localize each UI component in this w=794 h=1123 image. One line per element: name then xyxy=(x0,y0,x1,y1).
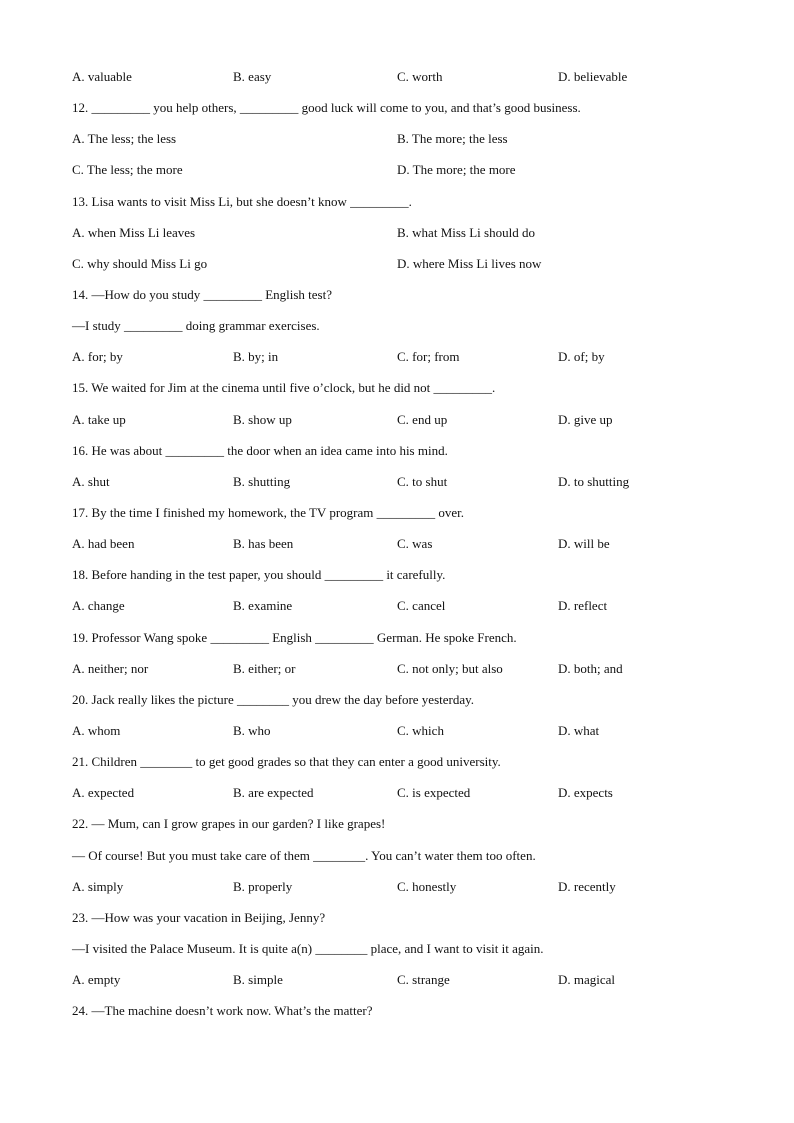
answer-option: B. are expected xyxy=(233,785,314,801)
option-row xyxy=(72,533,732,564)
answer-option: D. reflect xyxy=(558,598,608,614)
option-row xyxy=(72,409,732,440)
question-line: 16. He was about _________ the door when an idea came into his mind. xyxy=(72,442,448,458)
option-row xyxy=(72,159,732,190)
answer-option: B. either; or xyxy=(233,660,296,676)
answer-option: A. change xyxy=(72,598,125,614)
question-sheet xyxy=(72,66,732,1031)
answer-option: C. The less; the more xyxy=(72,162,183,178)
answer-option: C. honestly xyxy=(397,878,457,894)
question-line: 18. Before handing in the test paper, you should _________ it carefully. xyxy=(72,567,446,583)
option-row xyxy=(72,222,732,253)
answer-option: A. valuable xyxy=(72,69,132,84)
answer-option: D. what xyxy=(558,722,600,738)
answer-option: D. The more; the more xyxy=(397,162,516,178)
option-row xyxy=(72,253,732,284)
question-line: 13. Lisa wants to visit Miss Li, but she doesn’t know _________. xyxy=(72,193,412,209)
answer-option: B. shutting xyxy=(233,473,291,489)
option-row xyxy=(72,658,732,689)
answer-option: B. who xyxy=(233,722,271,738)
answer-option: A. for; by xyxy=(72,349,123,365)
question-line: 21. Children ________ to get good grades so that they can enter a good university. xyxy=(72,754,501,770)
answer-option: D. of; by xyxy=(558,349,605,365)
answer-option: C. end up xyxy=(397,411,448,427)
answer-option: A. shut xyxy=(72,473,110,489)
option-row xyxy=(72,876,732,907)
answer-option: D. magical xyxy=(558,972,616,988)
question-line: 20. Jack really likes the picture ________ you drew the day before yesterday. xyxy=(72,691,475,707)
question-line: 12. _________ you help others, _________ good luck will come to you, and that’s good business. xyxy=(72,100,581,116)
answer-option: C. worth xyxy=(397,69,443,84)
option-row xyxy=(72,66,732,97)
answer-option: C. cancel xyxy=(397,598,446,614)
question-line: 15. We waited for Jim at the cinema until five o’clock, but he did not _________. xyxy=(72,380,496,396)
answer-option: B. by; in xyxy=(233,349,279,365)
question-line: 14. —How do you study _________ English test? xyxy=(72,286,332,302)
answer-option: A. whom xyxy=(72,722,121,738)
answer-option: A. The less; the less xyxy=(72,131,177,147)
question-line: 24. —The machine doesn’t work now. What’s the matter? xyxy=(72,1003,373,1019)
option-row xyxy=(72,969,732,1000)
answer-option: B. easy xyxy=(233,69,272,84)
question-line: 17. By the time I finished my homework, the TV program _________ over. xyxy=(72,504,464,520)
answer-option: C. to shut xyxy=(397,473,448,489)
answer-option: B. properly xyxy=(233,878,293,894)
answer-option: C. why should Miss Li go xyxy=(72,255,208,271)
answer-option: B. what Miss Li should do xyxy=(397,224,535,240)
answer-option: D. believable xyxy=(558,69,628,84)
question-line: 19. Professor Wang spoke _________ English _________ German. He spoke French. xyxy=(72,629,517,645)
answer-option: A. expected xyxy=(72,785,135,801)
option-row xyxy=(72,720,732,751)
answer-option: D. recently xyxy=(558,878,616,894)
answer-option: C. is expected xyxy=(397,785,471,801)
answer-option: C. strange xyxy=(397,972,450,988)
question-line: —I study _________ doing grammar exercises. xyxy=(72,318,320,334)
question-line: 22. — Mum, can I grow grapes in our garden? I like grapes! xyxy=(72,816,386,832)
answer-option: D. will be xyxy=(558,536,610,552)
answer-option: D. both; and xyxy=(558,660,623,676)
answer-option: A. empty xyxy=(72,972,121,988)
option-row xyxy=(72,346,732,377)
answer-option: A. neither; nor xyxy=(72,660,149,676)
answer-option: A. when Miss Li leaves xyxy=(72,224,196,240)
option-row xyxy=(72,128,732,159)
option-row xyxy=(72,471,732,502)
answer-option: C. not only; but also xyxy=(397,660,503,676)
answer-option: C. for; from xyxy=(397,349,460,365)
answer-option: B. examine xyxy=(233,598,293,614)
answer-option: D. give up xyxy=(558,411,613,427)
answer-option: D. where Miss Li lives now xyxy=(397,255,542,271)
question-line: 23. —How was your vacation in Beijing, Jenny? xyxy=(72,909,326,925)
option-row xyxy=(72,782,732,813)
answer-option: B. simple xyxy=(233,972,283,988)
answer-option: B. has been xyxy=(233,536,294,552)
answer-option: B. show up xyxy=(233,411,292,427)
option-row xyxy=(72,595,732,626)
answer-option: B. The more; the less xyxy=(397,131,508,147)
answer-option: A. had been xyxy=(72,536,135,552)
question-line: —I visited the Palace Museum. It is quite a(n) ________ place, and I want to visit it again. xyxy=(72,940,544,956)
answer-option: D. to shutting xyxy=(558,473,630,489)
answer-option: A. simply xyxy=(72,878,124,894)
answer-option: C. was xyxy=(397,536,433,552)
answer-option: A. take up xyxy=(72,411,126,427)
question-line: — Of course! But you must take care of them ________. You can’t water them too often. xyxy=(72,847,536,863)
answer-option: D. expects xyxy=(558,785,613,801)
answer-option: C. which xyxy=(397,722,444,738)
